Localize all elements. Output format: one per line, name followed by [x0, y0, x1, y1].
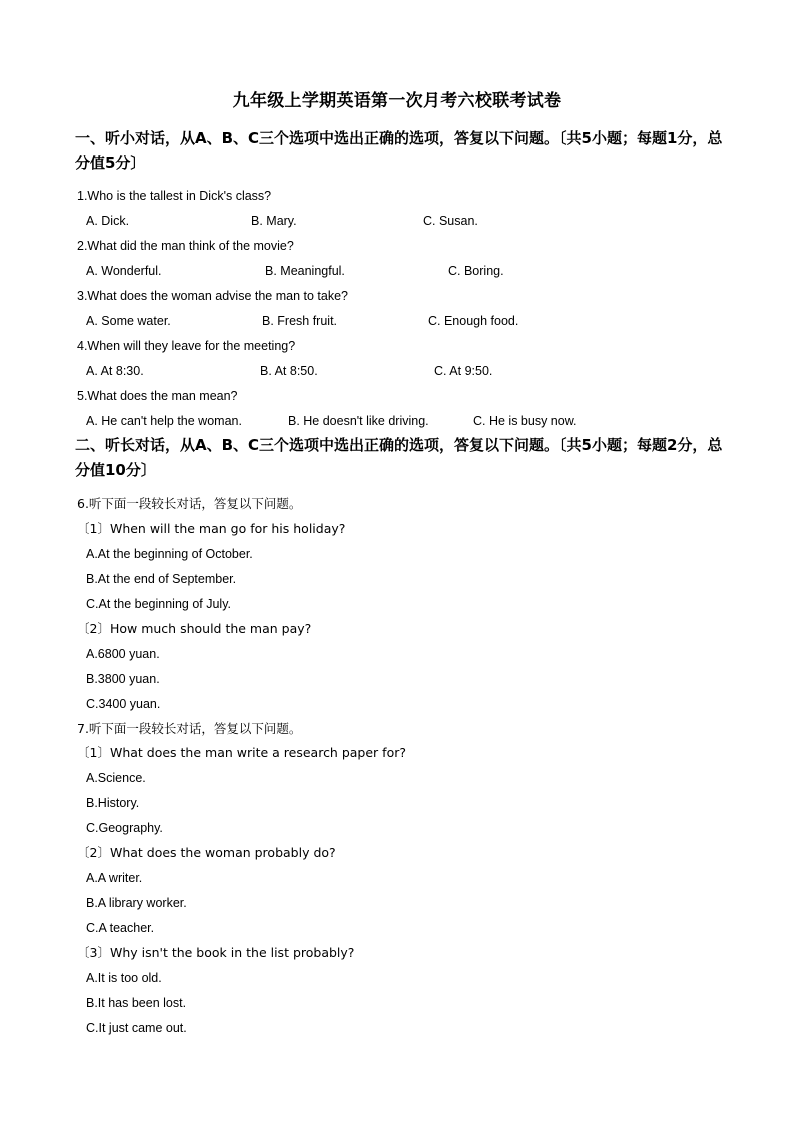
question-3-option-c: C. Enough food. [428, 314, 519, 328]
question-6-1-option-a: A.At the beginning of October. [86, 547, 253, 561]
question-7-2-option-c: C.A teacher. [86, 921, 155, 935]
question-3-option-b: B. Fresh fruit. [262, 314, 338, 328]
question-1-option-a: A. Dick. [86, 214, 130, 228]
question-2-stem: 2.What did the man think of the movie? [77, 239, 294, 253]
question-7-1-option-c: C.Geography. [86, 821, 163, 835]
question-2-option-c: C. Boring. [448, 264, 504, 278]
question-1-stem: 1.Who is the tallest in Dick's class? [77, 189, 272, 203]
question-7-1-option-a: A.Science. [86, 771, 146, 785]
question-1-option-b: B. Mary. [251, 214, 297, 228]
question-6-1-stem: 〔1〕When will the man go for his holiday? [77, 521, 346, 536]
question-6-1-option-b: B.At the end of September. [86, 572, 237, 586]
question-2-option-a: A. Wonderful. [86, 264, 162, 278]
question-3-option-a: A. Some water. [86, 314, 171, 328]
question-3-stem: 3.What does the woman advise the man to take? [77, 289, 348, 303]
question-6-1-option-c: C.At the beginning of July. [86, 597, 231, 611]
question-7-2-option-b: B.A library worker. [86, 896, 187, 910]
question-5-option-c: C. He is busy now. [473, 414, 577, 428]
question-7-2-stem: 〔2〕What does the woman probably do? [77, 845, 336, 860]
question-7-3-option-c: C.It just came out. [86, 1021, 187, 1035]
page-title: 九年级上学期英语第一次月考六校联考试卷 [232, 91, 562, 111]
question-6-stem: 6.听下面一段较长对话，答复以下问题。 [77, 496, 302, 511]
question-6-2-option-b: B.3800 yuan. [86, 672, 160, 686]
question-1-option-c: C. Susan. [423, 214, 478, 228]
question-4-option-a: A. At 8:30. [86, 364, 144, 378]
question-4-option-c: C. At 9:50. [434, 364, 493, 378]
question-7-stem: 7.听下面一段较长对话，答复以下问题。 [77, 721, 302, 736]
question-7-1-stem: 〔1〕What does the man write a research paper for? [77, 745, 406, 760]
question-7-3-option-b: B.It has been lost. [86, 996, 187, 1010]
question-7-1-option-b: B.History. [86, 796, 140, 810]
question-5-option-b: B. He doesn't like driving. [288, 414, 429, 428]
question-7-2-option-a: A.A writer. [86, 871, 143, 885]
question-6-2-option-a: A.6800 yuan. [86, 647, 160, 661]
section1-heading: 一、听小对话，从A、B、C三个选项中选出正确的选项，答复以下问题。〔共5小题；每题1分，总分值5分〕 [75, 129, 723, 172]
question-4-option-b: B. At 8:50. [260, 364, 318, 378]
question-2-option-b: B. Meaningful. [265, 264, 345, 278]
question-7-3-stem: 〔3〕Why isn't the book in the list probably? [77, 945, 355, 960]
question-6-2-option-c: C.3400 yuan. [86, 697, 161, 711]
question-5-stem: 5.What does the man mean? [77, 389, 238, 403]
question-6-2-stem: 〔2〕How much should the man pay? [77, 621, 312, 636]
section2-heading: 二、听长对话，从A、B、C三个选项中选出正确的选项，答复以下问题。〔共5小题；每题2分，总分值10分〕 [75, 436, 723, 479]
question-7-3-option-a: A.It is too old. [86, 971, 162, 985]
question-5-option-a: A. He can't help the woman. [86, 414, 242, 428]
question-4-stem: 4.When will they leave for the meeting? [77, 339, 296, 353]
